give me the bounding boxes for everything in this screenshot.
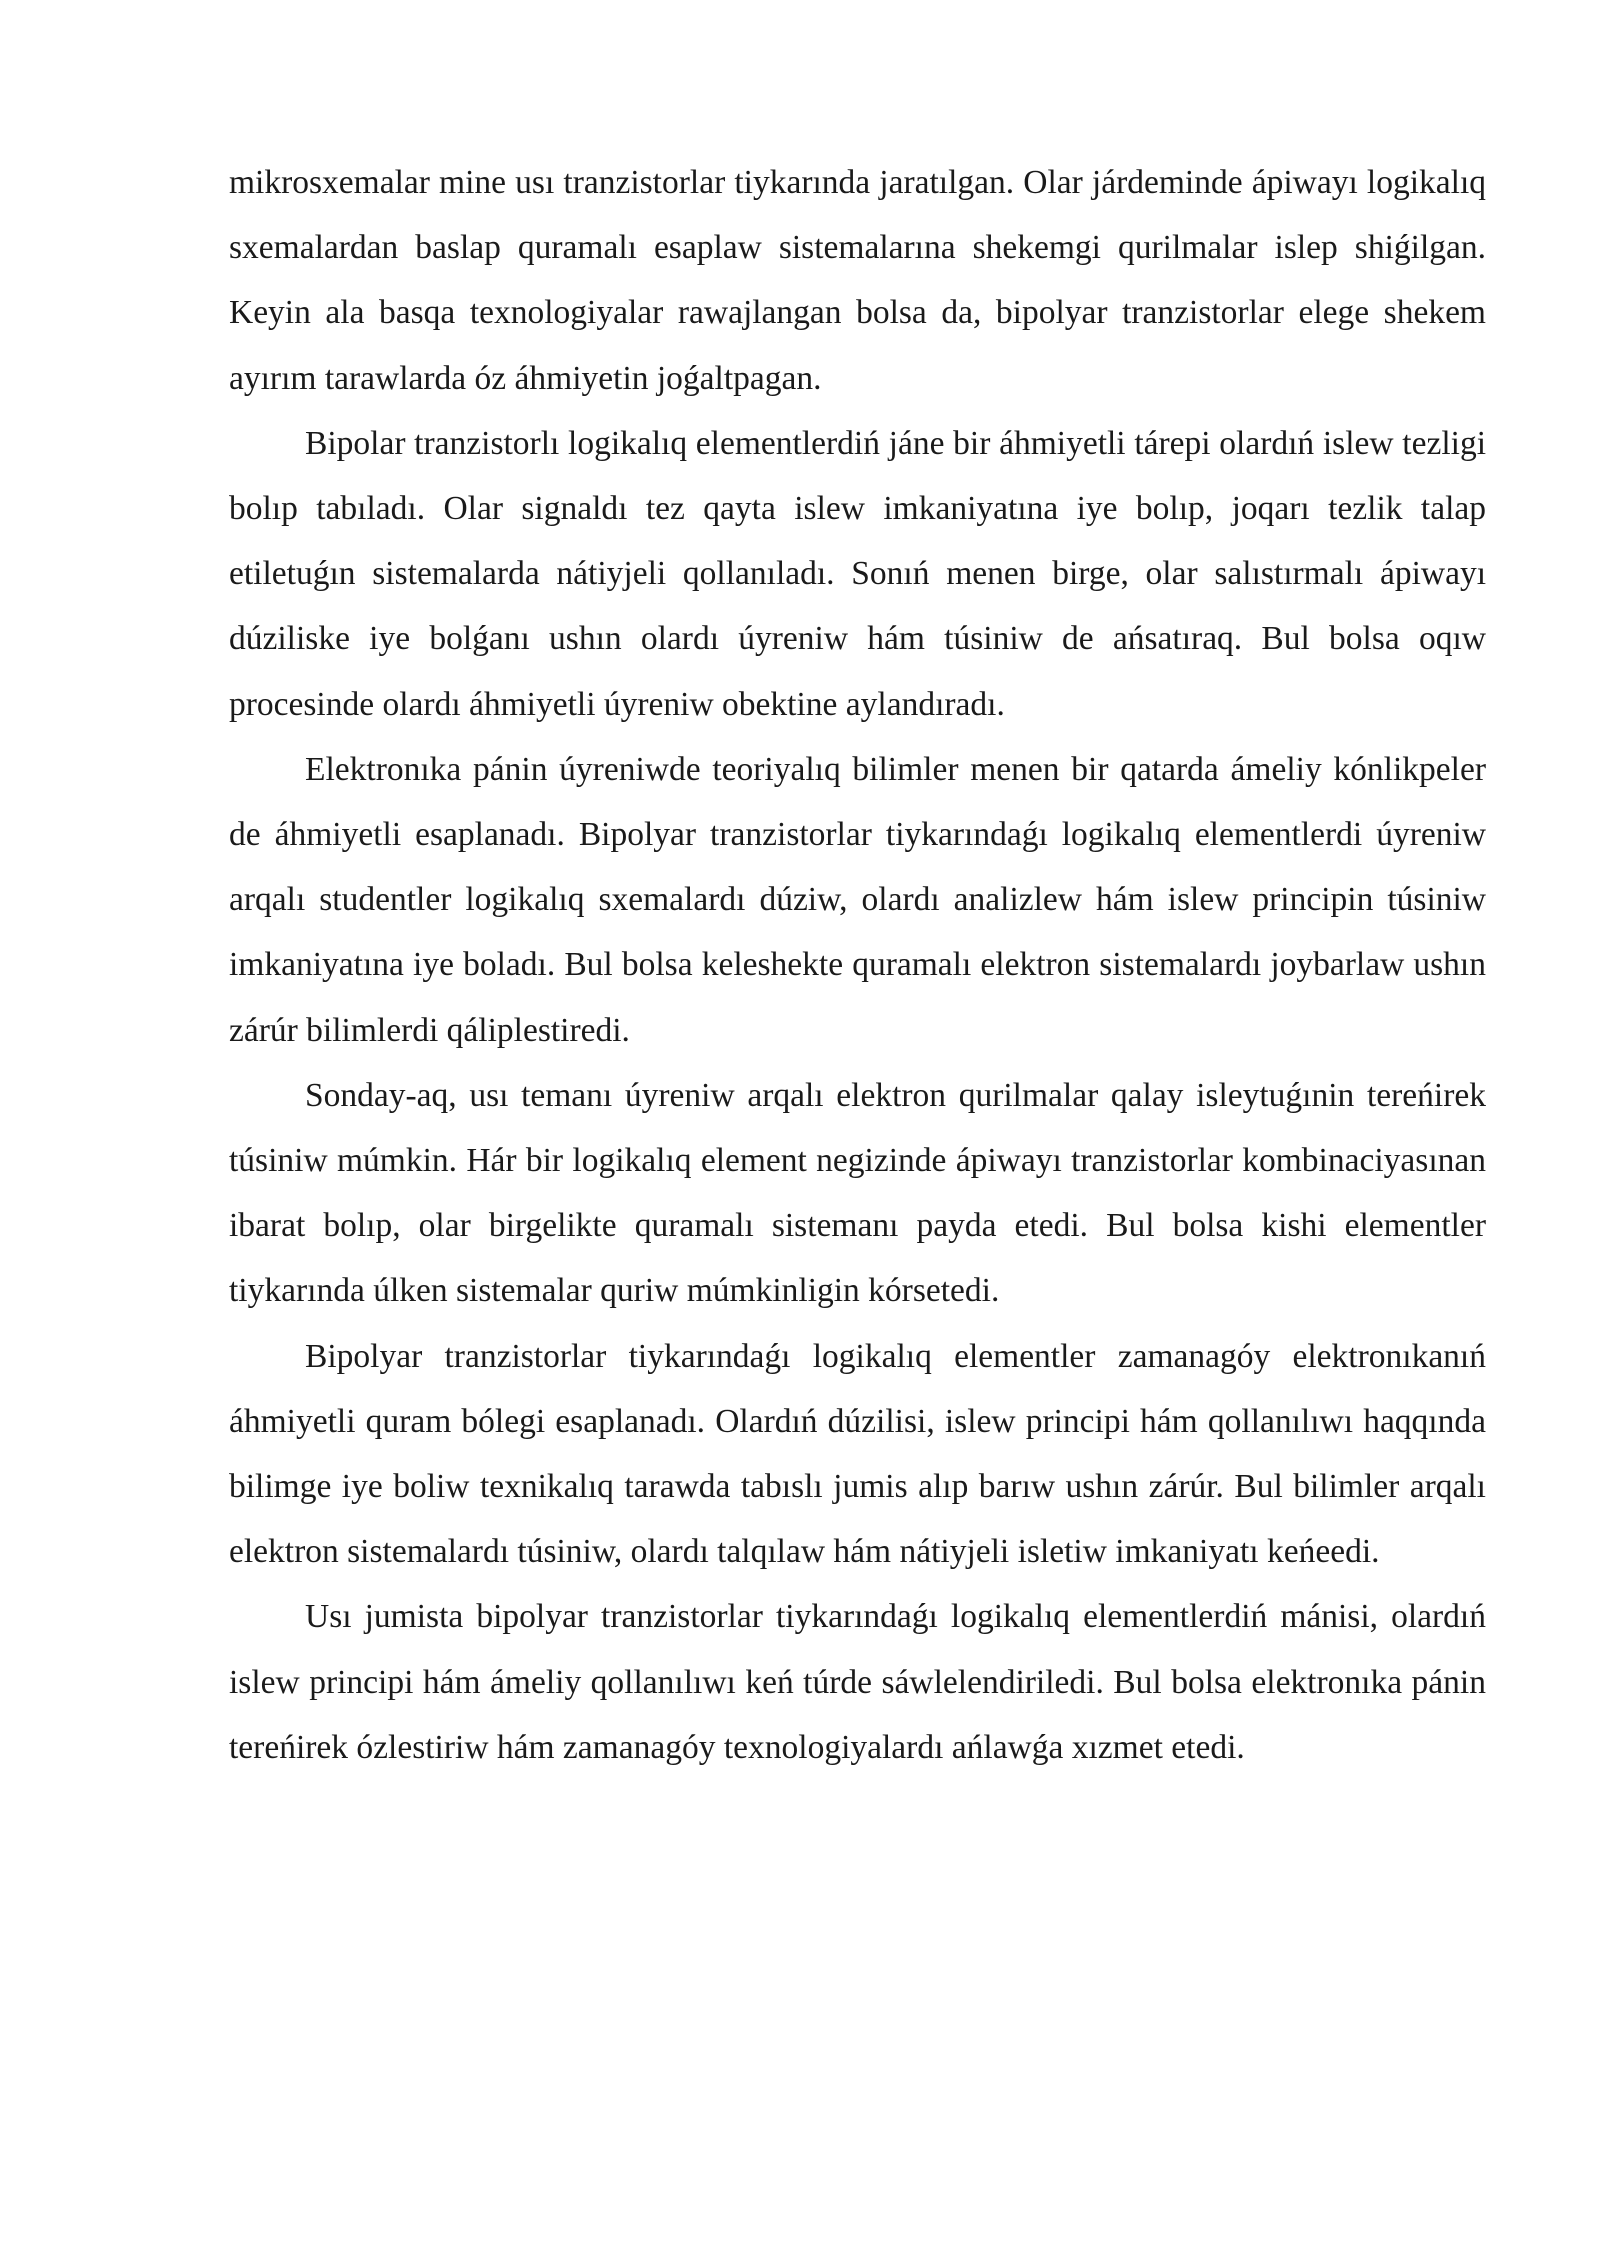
paragraph: Sonday-aq, usı temanı úyreniw arqalı elektron qurilmalar qalay isleytuǵınin tereńirek túsiniw múmkin. Hár bir logikalıq element negizinde ápiwayı tranzistorlar kombinaciyasınan ibarat bolıp, olar birgelikte quramalı sistemanı payda etedi. Bul bolsa kishi elementler tiykarında úlken sistemalar quriw múmkinligin kórsetedi.	[229, 1076, 1486, 1310]
paragraph-continued: mikrosxemalar mine usı tranzistorlar tiykarında jaratılgan. Olar járdeminde ápiwayı logikalıq sxemalardan baslap quramalı esaplaw sistemalarına shekemgi qurilmalar islep shiǵilgan. Keyin ala basqa texnologiyalar rawajlangan bolsa da, bipolyar tranzistorlar elege shekem ayırım tarawlarda óz áhmiyetin joǵaltpagan.	[229, 164, 1486, 397]
paragraph: Elektronıka pánin úyreniwde teoriyalıq bilimler menen bir qatarda ámeliy kónlikpeler de áhmiyetli esaplanadı. Bipolyar tranzistorlar tiykarındaǵı logikalıq elementlerdi úyreniw arqalı studentler logikalıq sxemalardı dúziw, olardı analizlew hám islew principin túsiniw imkaniyatına iye boladı. Bul bolsa keleshekte quramalı elektron sistemalardı joybarlaw ushın zárúr bilimlerdi qáliplestiredi.	[229, 750, 1486, 1049]
paragraph: Usı jumista bipolyar tranzistorlar tiykarındaǵı logikalıq elementlerdiń mánisi, olardıń islew principi hám ámeliy qollanılıwı keń túrde sáwlelendiriledi. Bul bolsa elektronıka pánin tereńirek ózlestiriw hám zamanagóy texnologiyalardı ańlawǵa xızmet etedi.	[229, 1598, 1486, 1766]
paragraph: Bipolyar tranzistorlar tiykarındaǵı logikalıq elementler zamanagóy elektronıkanıń áhmiyetli quram bólegi esaplanadı. Olardıń dúzilisi, islew principi hám qollanılıwı haqqında bilimge iye boliw texnikalıq tarawda tabıslı jumis alıp barıw ushın zárúr. Bul bilimler arqalı elektron sistemalardı túsiniw, olardı talqılaw hám nátiyjeli isletiw imkaniyatı keńeedi.	[229, 1337, 1486, 1571]
paragraph: Bipolar tranzistorlı logikalıq elementlerdiń jáne bir áhmiyetli tárepi olardıń islew tezligi bolıp tabıladı. Olar signaldı tez qayta islew imkaniyatına iye bolıp, joqarı tezlik talap etiletuǵın sistemalarda nátiyjeli qollanıladı. Sonıń menen birge, olar salıstırmalı ápiwayı dúziliske iye bolǵanı ushın olardı úyreniw hám túsiniw de ańsatıraq. Bul bolsa oqıw procesinde olardı áhmiyetli úyreniw obektine aylandıradı.	[229, 424, 1486, 723]
body-text	[229, 150, 1486, 1780]
